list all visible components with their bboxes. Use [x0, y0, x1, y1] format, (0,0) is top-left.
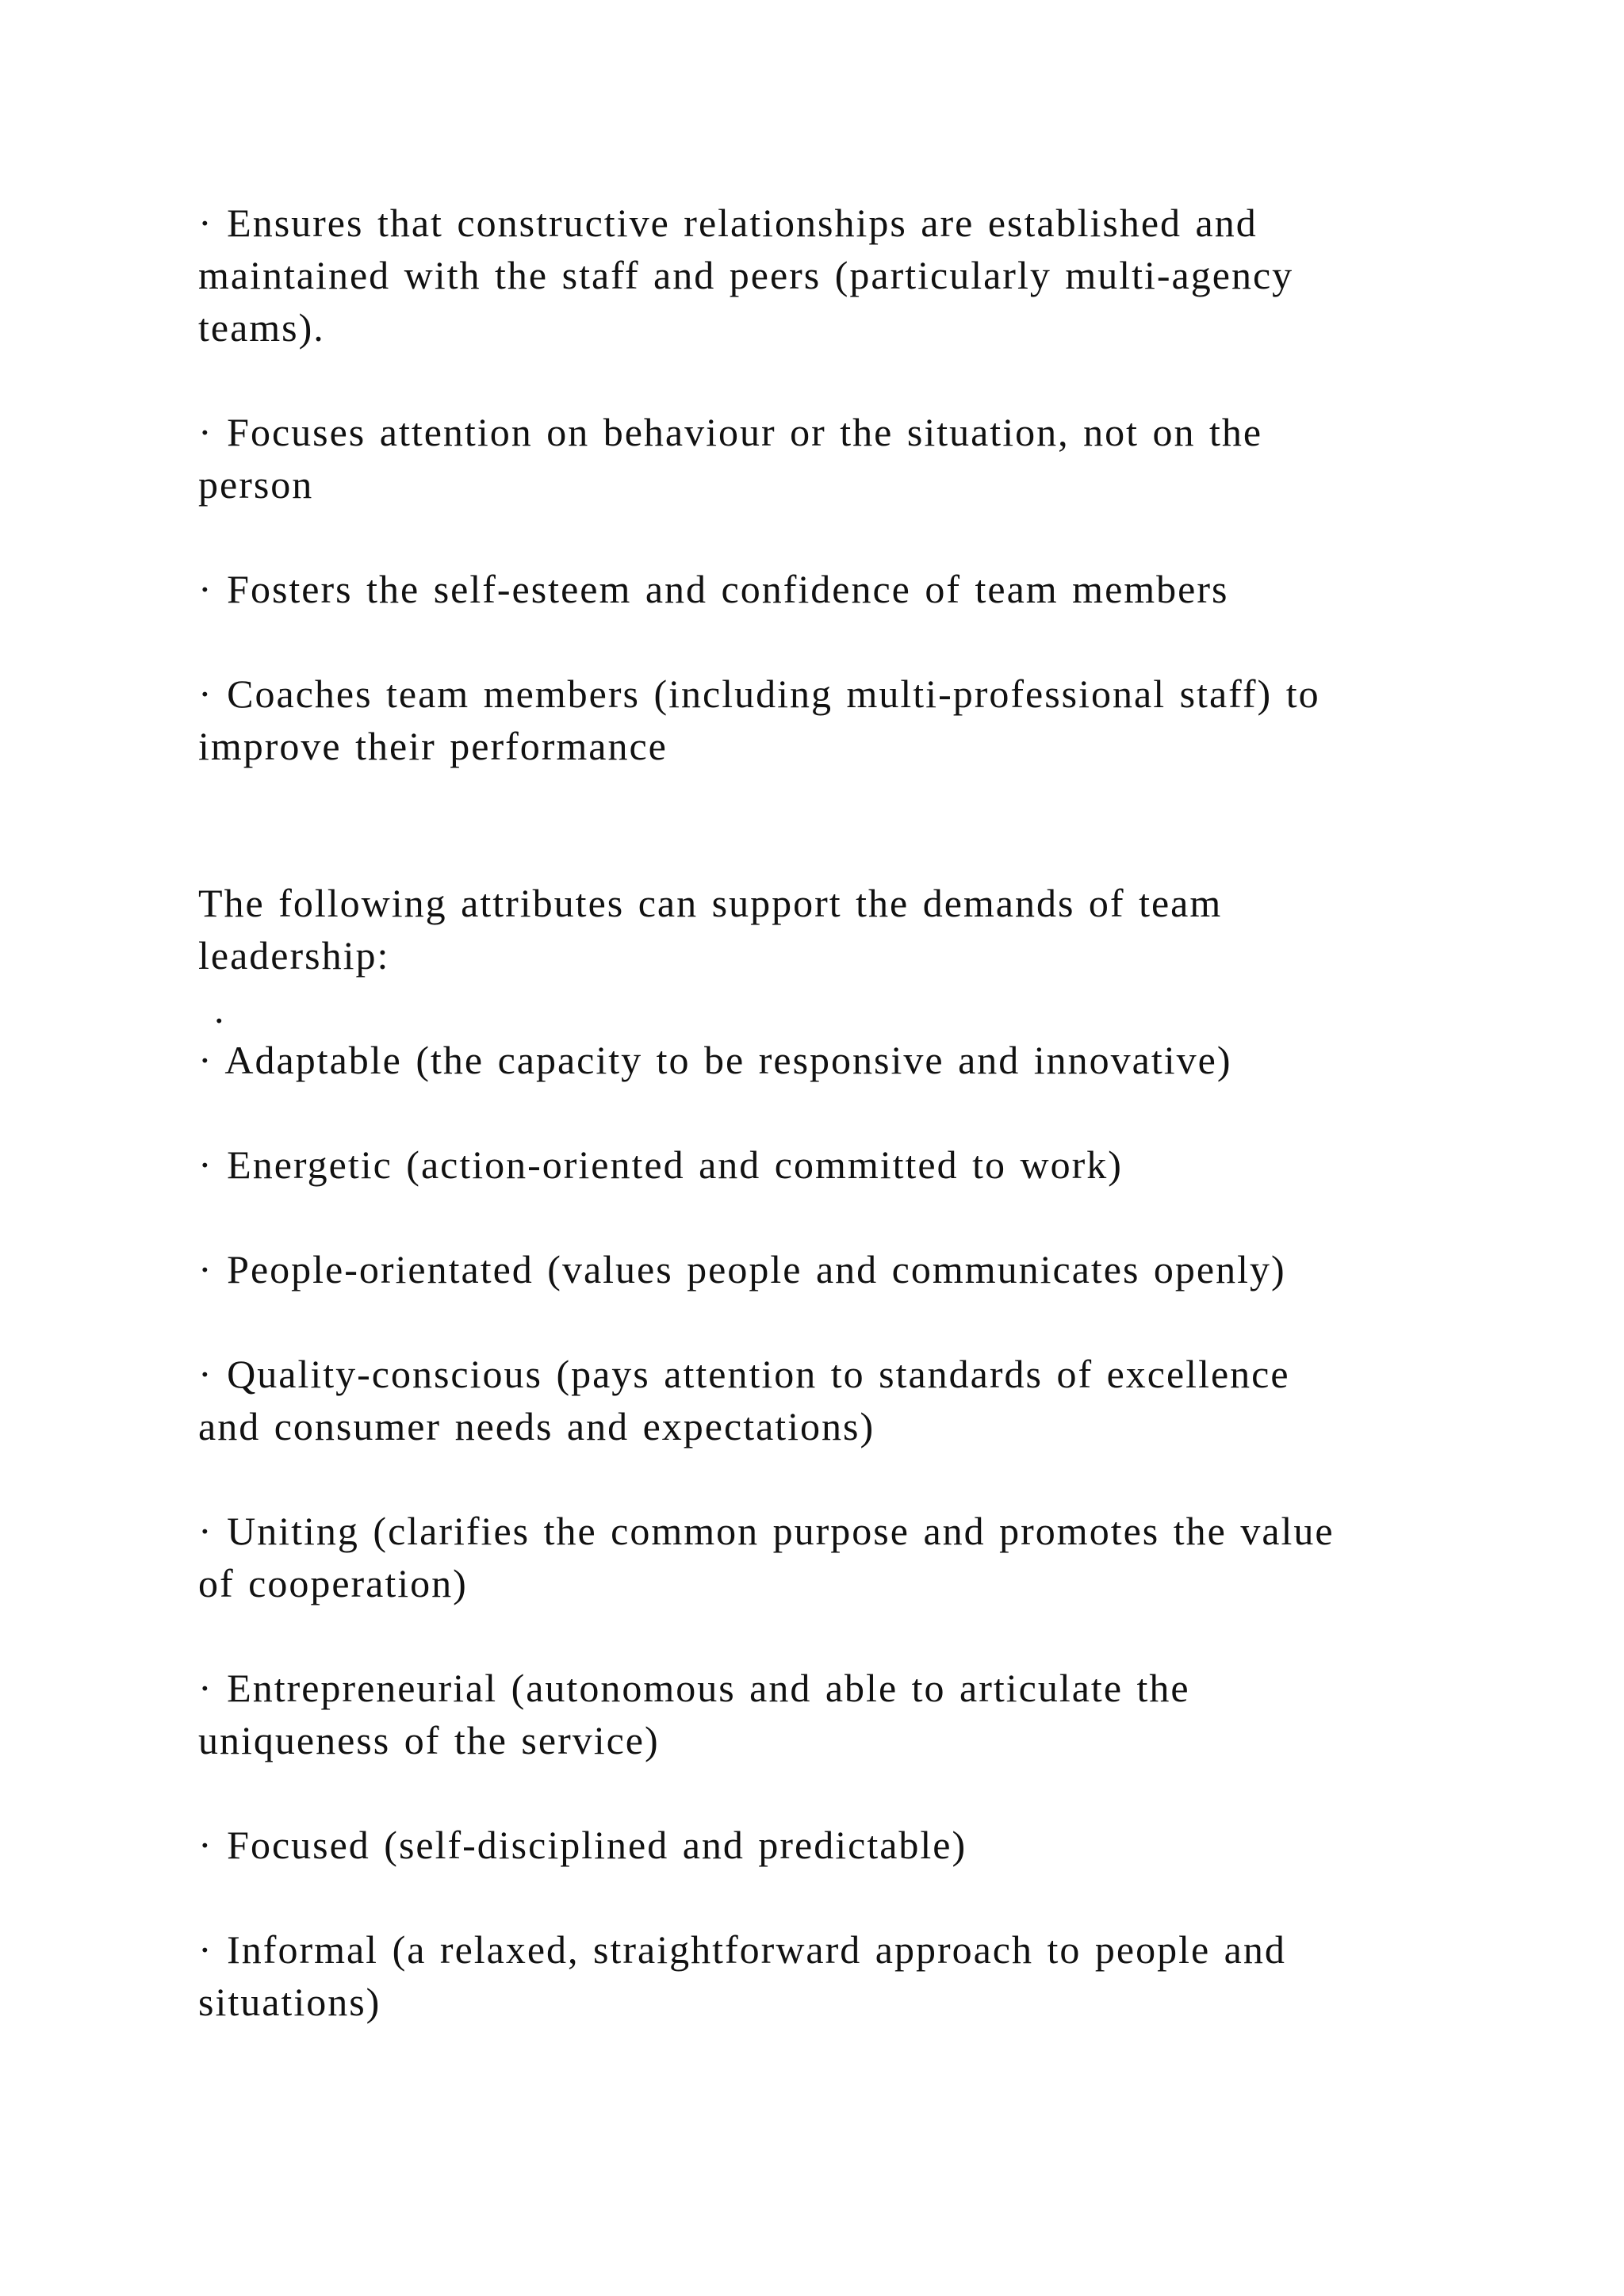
attribute-line: of cooperation) [198, 1561, 468, 1605]
bullet-line: · Fosters the self-esteem and confidence of team members [198, 567, 1229, 611]
attribute-line: · Focused (self-disciplined and predictable) [198, 1823, 967, 1867]
intro-line: The following attributes can support the demands of team [198, 881, 1223, 925]
bullet-line: · Ensures that constructive relationships are established and [198, 201, 1258, 245]
attribute-line: · Informal (a relaxed, straightforward approach to people and [198, 1927, 1286, 1972]
attribute-item [198, 1243, 1467, 1295]
attribute-item [198, 1505, 1467, 1609]
attribute-line: · Adaptable (the capacity to be responsive and innovative) [198, 1038, 1232, 1082]
intro-line: leadership: [198, 933, 390, 978]
bullet-item [198, 197, 1467, 354]
bullet-line: person [198, 462, 314, 507]
bullet-item [198, 406, 1467, 511]
attribute-line: and consumer needs and expectations) [198, 1404, 875, 1448]
attribute-line: · Quality-conscious (pays attention to standards of excellence [198, 1352, 1290, 1396]
attribute-line: · Energetic (action-oriented and committed to work) [198, 1142, 1123, 1187]
attribute-line: · Uniting (clarifies the common purpose and promotes the value [198, 1509, 1335, 1553]
bullet-line: teams). [198, 305, 325, 350]
bullet-line: improve their performance [198, 724, 668, 768]
bullet-line: · Focuses attention on behaviour or the situation, not on the [198, 410, 1263, 454]
stray-dot: . [214, 987, 224, 1031]
attribute-item [198, 1138, 1467, 1191]
attribute-item [198, 1348, 1467, 1452]
attribute-item [198, 1034, 1467, 1086]
bullet-item [198, 563, 1467, 615]
bullet-line: · Coaches team members (including multi-professional staff) to [198, 672, 1320, 716]
bullet-item [198, 668, 1467, 772]
attribute-line: · People-orientated (values people and communicates openly) [198, 1247, 1286, 1292]
attribute-line: uniqueness of the service) [198, 1718, 660, 1762]
bullet-line: maintained with the staff and peers (particularly multi-agency [198, 253, 1294, 297]
attribute-item [198, 1662, 1467, 1766]
attribute-item [198, 1923, 1467, 2028]
attribute-item [198, 1819, 1467, 1871]
attribute-line: situations) [198, 1980, 381, 2024]
attribute-line: · Entrepreneurial (autonomous and able to articulate the [198, 1666, 1190, 1710]
intro-paragraph [198, 877, 1467, 982]
